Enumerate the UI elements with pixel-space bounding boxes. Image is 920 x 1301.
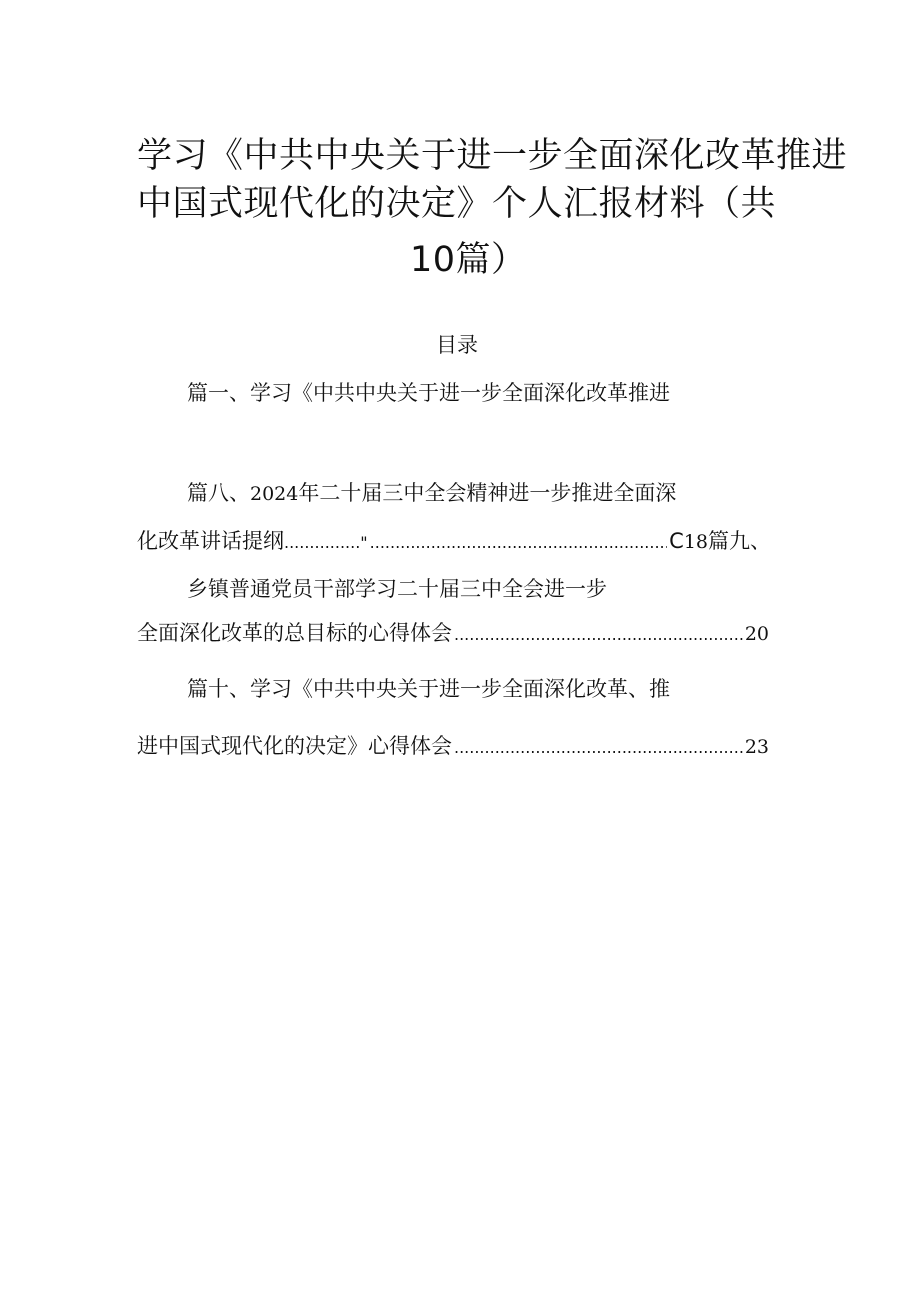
toc-entry-9-text: 全面深化改革的总目标的心得体会 [137,621,452,645]
toc-leader-dots [454,733,743,763]
toc-entry-8-rest: 年二十届三中全会精神进一步推进全面深 [298,481,677,505]
document-title-line-2: 中国式现代化的决定》个人汇报材料（共 [137,184,777,224]
toc-entry-8-page: 18 [683,531,708,553]
toc-entry-10-line-2[interactable] [137,731,769,763]
toc-entry-9-line-1[interactable]: 乡镇普通党员干部学习二十届三中全会进一步 [187,577,607,601]
toc-entry-8-line-1[interactable] [187,478,676,509]
toc-entry-8-text: 化改革讲话提纲 [137,529,284,553]
document-title-line-1: 学习《中共中央关于进一步全面深化改革推进 [137,136,848,176]
toc-entry-8-marks: ..............." [284,533,368,552]
toc-entry-8-prefix: 篇八、 [187,481,250,505]
toc-heading: 目录 [436,333,478,357]
toc-entry-9-prefix: 篇九、 [708,529,771,553]
toc-entry-8-year: 2024 [250,483,299,505]
toc-entry-10-line-1[interactable]: 篇十、学习《中共中央关于进一步全面深化改革、推 [187,677,670,701]
toc-entry-9-line-2[interactable] [137,618,769,650]
toc-entry-9-page: 20 [744,623,769,645]
toc-leader-dots [370,528,667,558]
toc-entry-1[interactable]: 篇一、学习《中共中央关于进一步全面深化改革推进 [187,381,670,405]
toc-entry-10-page: 23 [744,736,769,758]
document-title-line-3: 10篇） [410,240,527,280]
toc-entry-8-line-2[interactable] [137,526,771,558]
toc-leader-dots [454,620,743,650]
toc-entry-8-c: C [669,529,684,553]
toc-entry-10-text: 进中国式现代化的决定》心得体会 [137,734,452,758]
